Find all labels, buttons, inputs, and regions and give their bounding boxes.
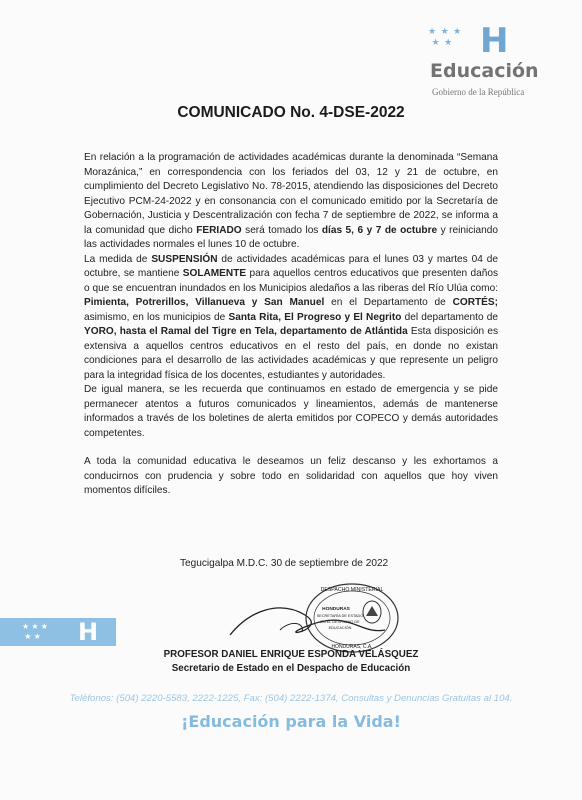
seal-top-text: DESPACHO MINISTERIAL: [320, 587, 384, 593]
seal-line-1: HONDURAS: [322, 607, 350, 612]
coat-of-arms-icon: [363, 601, 381, 623]
footer-contact: Teléfonos: (504) 2220-5583, 2222-1225, Fax: (504) 2222-1374, Consultas y Denuncias Gratuitas al 104.: [69, 693, 513, 704]
paragraph-4: A toda la comunidad educativa le deseamos un feliz descanso y les exhortamos a conducirnos con prudencia y sobre todo en solidaridad con aquellos que hoy viven momentos difíciles.: [84, 456, 498, 496]
place-date: Tegucigalpa M.D.C. 30 de septiembre de 2022: [180, 558, 389, 569]
signature-block: [0, 648, 582, 676]
sidebar-logo-bar: [0, 618, 116, 646]
document-body: [84, 151, 498, 499]
paragraph-2: La medida de SUSPENSIÓN de actividades académicas para el lunes 03 y martes 04 de octubre, se mantiene SOLAMENTE para aquellos centros educativos que presenten daños o que se encuentran inundados en los Municipios aledaños a las riberas del Río Ulúa como: Pimienta, Potrerillos, Villanueva y San Manuel en el Departamento de CORTÉS; asimismo, en los municipios de Santa Rita, El Progreso y El Negrito del departamento de YORO, hasta el Ramal del Tigre en Tela, departamento de Atlántida Esta disposición es extensiva a aquellos centros educativos en el resto del país, en donde no existan condiciones para el desarrollo de las actividades académicas y que represente un peligro para la integridad física de los docentes, estudiantes y autoridades.: [84, 253, 498, 381]
footer-slogan: ¡Educación para la Vida!: [181, 712, 401, 731]
seal-line-4: EDUCACIÓN: [328, 626, 352, 630]
ministerial-seal: [302, 582, 402, 654]
signer-name: PROFESOR DANIEL ENRIQUE ESPONDA VELÁSQUEZ: [163, 649, 419, 660]
education-logo: [428, 21, 568, 104]
paragraph-1: En relación a la programación de actividades académicas durante la denominada “Semana Morazánica,” en correspondencia con los feriados del 03, 12 y 21 de octubre, en cumplimiento del Decreto Legislativo No. 78-2015, atendiendo las disposiciones del Decreto Ejecutivo PCM-24-2022 y en consonancia con el comunicado emitido por la Secretaría de Gobernación, Justicia y Descentralización con fecha 7 de septiembre de 2022, se informa a la comunidad que dicho FERIADO será tomado los días 5, 6 y 7 de octubre y reiniciando las actividades normales el lunes 10 de octubre.: [84, 152, 498, 250]
paragraph-3: De igual manera, se les recuerda que continuamos en estado de emergencia y se pide permanecer atentos a futuros comunicados y lineamientos, además de mantenerse informados a través de los boletines de alerta emitidos por COPECO y demás autoridades competentes.: [84, 384, 498, 439]
logo-letter: H: [78, 618, 99, 646]
stars-icon: ★ ★ ★ ★ ★: [428, 26, 463, 47]
seal-bottom-text: HONDURAS, C.A.: [331, 644, 373, 650]
document-title: COMUNICADO No. 4-DSE-2022: [177, 104, 405, 121]
seal-line-3: EN EL DESPACHO DE: [320, 620, 360, 624]
logo-text: Educación: [430, 60, 539, 82]
logo-subtext: Gobierno de la República: [432, 87, 525, 97]
stars-icon: ★ ★ ★ ★ ★: [22, 622, 48, 641]
seal-line-2: SECRETARÍA DE ESTADO: [316, 614, 364, 618]
logo-letter: H: [480, 21, 509, 61]
signer-role: Secretario de Estado en el Despacho de Educación: [171, 663, 411, 674]
